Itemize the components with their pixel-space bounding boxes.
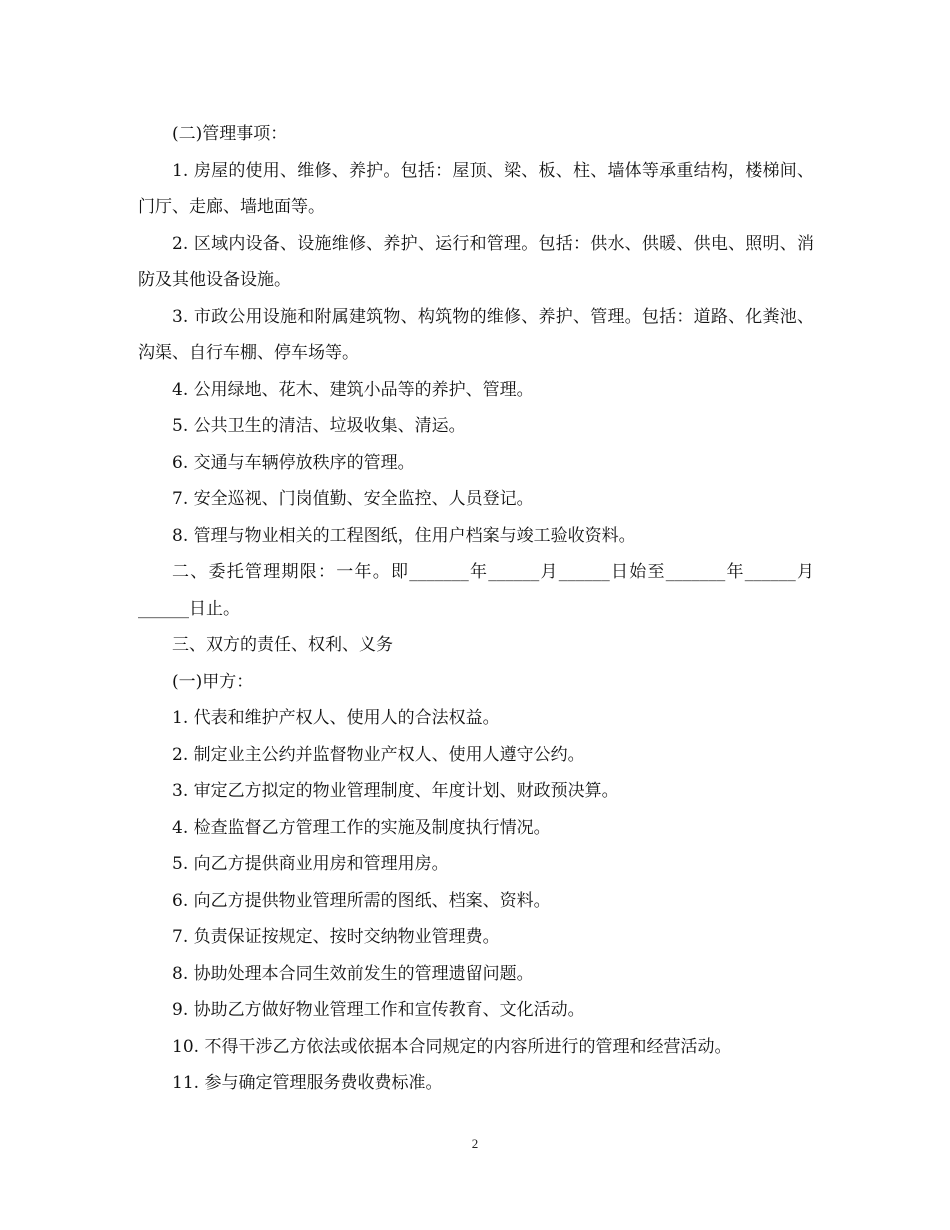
section-heading-management-items: (二)管理事项：: [172, 124, 288, 144]
paragraph-item: 1. 房屋的使用、维修、养护。包括：屋顶、梁、板、柱、墙体等承重结构，楼梯间、门厅、走廊、墙地面等。: [138, 160, 814, 217]
paragraph-item: 4. 公用绿地、花木、建筑小品等的养护、管理。: [172, 379, 534, 400]
paragraph-item: 8. 管理与物业相关的工程图纸，住用户档案与竣工验收资料。: [172, 525, 636, 546]
paragraph-item: 2. 制定业主公约并监督物业产权人、使用人遵守公约。: [172, 744, 585, 765]
page-number: 2: [471, 1136, 479, 1151]
paragraph-item: 3. 市政公用设施和附属建筑物、构筑物的维修、养护、管理。包括：道路、化粪池、沟渠、自行车棚、停车场等。: [138, 306, 814, 363]
paragraph-item: 7. 负责保证按规定、按时交纳物业管理费。: [172, 927, 500, 947]
paragraph-item: 5. 向乙方提供商业用房和管理用房。: [172, 854, 449, 874]
paragraph-item: 6. 向乙方提供物业管理所需的图纸、档案、资料。: [172, 890, 551, 911]
subsection-heading-party-a: (一)甲方：: [172, 671, 254, 692]
section-heading-responsibilities: 三、双方的责任、权利、义务: [172, 635, 393, 655]
document-body: [138, 116, 814, 1102]
paragraph-item: 4. 检查监督乙方管理工作的实施及制度执行情况。: [172, 817, 551, 838]
paragraph-item: 9. 协助乙方做好物业管理工作和宣传教育、文化活动。: [172, 1000, 585, 1020]
paragraph-item: 11. 参与确定管理服务费收费标准。: [172, 1073, 443, 1093]
paragraph-item: 7. 安全巡视、门岗值勤、安全监控、人员登记。: [172, 489, 534, 509]
paragraph-item: 2. 区域内设备、设施维修、养护、运行和管理。包括：供水、供暖、供电、照明、消防及其他设备设施。: [138, 233, 814, 290]
paragraph-item: 5. 公共卫生的清洁、垃圾收集、清运。: [172, 416, 466, 436]
paragraph-item: 8. 协助处理本合同生效前发生的管理遗留问题。: [172, 963, 534, 984]
paragraph-item: 1. 代表和维护产权人、使用人的合法权益。: [172, 708, 500, 728]
section-entrustment-term: 二、委托管理期限：一年。即_______年______月______日始至_______年______月______日止。: [138, 562, 814, 619]
paragraph-item: 6. 交通与车辆停放秩序的管理。: [172, 452, 415, 473]
paragraph-item: 3. 审定乙方拟定的物业管理制度、年度计划、财政预决算。: [172, 781, 619, 801]
paragraph-item: 10. 不得干涉乙方依法或依据本合同规定的内容所进行的管理和经营活动。: [172, 1036, 732, 1057]
